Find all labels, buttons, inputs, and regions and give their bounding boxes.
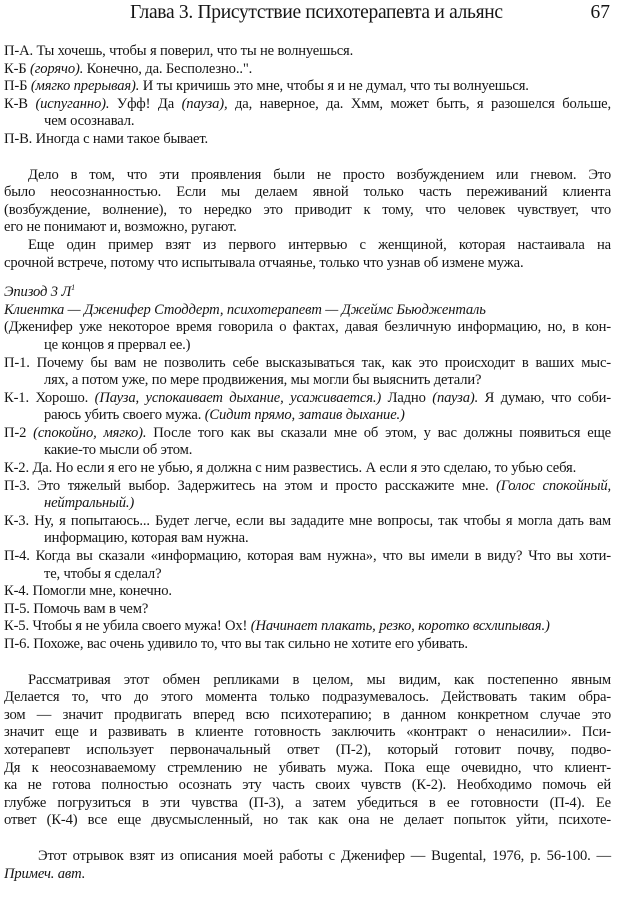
line-text: (возбуждение, волнение), то нередко это приводит к тому, что человек чувствует, что [4,201,611,218]
paragraph-line [4,724,611,742]
paragraph-2 [4,237,611,272]
line-text: Дело в том, что эти проявления были не просто возбуждением или гневом. Это [28,166,611,183]
stage-direction: (пауза), [181,95,228,112]
line-text: Ладно [381,389,433,406]
dialogue-line [4,355,611,373]
line-text: ответ (К-4) все еще двусмысленный, но так как она не делает попыток уйти, психоте- [4,812,611,829]
line-text: К-1. Хорошо. [4,389,95,406]
page-body [4,43,611,883]
line-text: да, наверное, да. Хмм, может быть, я разошелся больше, [227,95,611,112]
line-text: информацию, которая вам нужна. [44,530,249,547]
line-text: зом — значит продвигать вперед всю психотерапию; в данном конкретном случае это [4,706,611,723]
paragraph-line [4,742,611,760]
page-number: 67 [590,2,610,23]
episode-title [4,284,611,302]
chapter-title: Глава 3. Присутствие психотерапевта и альянс [130,2,503,23]
dialogue-line [4,131,611,149]
dialogue-line [4,372,611,390]
line-text: К-4. Помогли мне, конечно. [4,583,172,600]
spacer [4,272,611,284]
dialogue-line [4,583,611,601]
stage-direction: (пауза). [432,389,479,406]
episode [4,284,611,319]
spacer [4,149,611,167]
line-text: П-1. Почему бы вам не позволить себе высказываться так, как это происходит в ваших мыс- [4,354,611,371]
line-text: П-Б [4,78,31,95]
dialogue-line [4,460,611,478]
paragraph-line [4,689,611,707]
stage-direction: (мягко прерывая). [30,78,140,95]
dialogue-line [4,601,611,619]
stage-direction: (Сидит прямо, затаив дыхание.) [204,407,405,424]
paragraph-line [4,760,611,778]
paragraph-line [4,672,611,690]
stage-direction: (спокойно, мягко). [33,424,147,441]
dialogue-line [4,337,611,355]
spacer [4,830,611,848]
episode-title-text: Эпизод 3 Л [4,284,72,301]
line-text: це концов я прервал ее.) [44,336,191,353]
line-text: ка не готова полностью осознать эту часть своих чувств (К-2). Необходимо помочь ей [4,777,611,794]
dialogue-line [4,530,611,548]
line-text: Конечно, да. Бесполезно..". [83,60,253,77]
line-text: К-2. Да. Но если я его не убью, я должна с ним развестись. А если я это сделаю, то убью себя. [4,460,577,477]
dialogue-line [4,636,611,654]
footnote-marker: 1 [71,283,75,293]
paragraph-line [4,777,611,795]
line-text: Еще один пример взят из первого интервью с женщиной, которая настаивала на [28,236,611,253]
line-text: Дя к неосознаваемому стремлению не убивать мужа. Пока еще очевидно, что клиент- [4,759,611,776]
line-text: П-2 [4,424,34,441]
line-text: Уфф! Да [109,95,182,112]
dialogue-line [4,548,611,566]
dialogue-line [4,113,611,131]
line-text: Я думаю, что соби- [478,389,611,406]
stage-direction: Клиентка — Дженифер Стоддерт, психотерапевт — Джеймс Бьюдженталь [4,301,486,318]
line-text: И ты кричишь это мне, чтобы я и не думал, что ты волнуешься. [139,78,529,95]
line-text: П-4. Когда вы сказали «информацию, которая вам нужна», что вы имели в виду? Что вы хоти- [4,548,611,565]
line-text: К-В [4,95,36,112]
footnote-line [4,866,611,884]
dialogue-line [4,43,611,61]
dialogue-b [4,319,611,653]
dialogue-line [4,495,611,513]
dialogue-line [4,61,611,79]
paragraph-line [4,795,611,813]
footnote [4,848,611,883]
stage-direction: (Пауза, успокаивает дыхание, усаживается.) [94,389,382,406]
paragraph-line [4,219,611,237]
line-text: хотерапевт использует первоначальный ответ (П-2), который готовит почву, подво- [4,741,611,758]
paragraph-1 [4,167,611,237]
line-text: П-В. Иногда с нами такое бывает. [4,130,208,147]
dialogue-line [4,442,611,460]
dialogue-line [4,407,611,425]
line-text: срочной встрече, потому что испытывала отчаянье, только что узнав об измене мужа. [4,254,524,271]
line-text: Делается то, что до этого момента только подразумевалось. Действовать таким обра- [4,689,611,706]
participants-line [4,302,611,320]
running-header [0,0,620,30]
line-text: глубже погрузиться в эти чувства (П-3), а затем убедиться в ее готовности (П-4). Ее [4,794,611,811]
footnote-line [4,848,611,866]
stage-direction: (Голос спокойный, [496,477,611,494]
line-text: П-3. Это тяжелый выбор. Задержитесь на этом и просто расскажите мне. [4,477,497,494]
line-text: П-6. Похоже, вас очень удивило то, что вы так сильно не хотите его убивать. [4,636,468,652]
stage-direction: Примеч. авт. [4,865,86,882]
paragraph-line [4,812,611,830]
line-text: После того как вы сказали мне об этом, у вас должны появиться еще [146,424,611,441]
stage-direction: (испуганно). [35,95,110,112]
paragraph-line [4,184,611,202]
line-text: лях, а потом уже, по мере продвижения, мы могли бы выяснить детали? [44,372,482,389]
dialogue-line [4,319,611,337]
line-text: его не понимают и, возможно, ругают. [4,219,237,236]
paragraph-3 [4,672,611,830]
line-text: Рассматривая этот обмен репликами в целом, мы видим, как постепенно явным [28,671,611,688]
paragraph-line [4,167,611,185]
dialogue-line [4,566,611,584]
dialogue-line [4,96,611,114]
dialogue-line [4,618,611,636]
line-text: раюсь убить своего мужа. [44,407,205,424]
line-text: К-3. Ну, я попытаюсь... Будет легче, если вы зададите мне вопросы, так чтобы я могла дать вам [4,512,611,529]
line-text: было неосознанностью. Если мы делаем явной только часть переживаний клиента [4,184,611,201]
dialogue-line [4,478,611,496]
dialogue-line [4,513,611,531]
line-text: те, чтобы я сделал? [44,565,162,582]
paragraph-line [4,202,611,220]
paragraph-line [4,255,611,273]
line-text: какие-то мысли об этом. [44,442,193,459]
stage-direction: (Начинает плакать, резко, коротко всхлипывая.) [250,618,550,635]
line-text: (Дженифер уже некоторое время говорила о фактах, давая безличную информацию, но, в кон- [4,319,611,336]
line-text: П-А. Ты хочешь, чтобы я поверил, что ты не волнуешься. [4,43,354,59]
paragraph-line [4,707,611,725]
paragraph-line [4,237,611,255]
line-text: Этот отрывок взят из описания моей работы с Дженифер — Bugental, 1976, p. 56-100. — [38,847,611,864]
stage-direction: (горячо). [30,60,84,77]
dialogue-line [4,425,611,443]
line-text: К-Б [4,60,31,77]
dialogue-line [4,390,611,408]
line-text: значит еще и развивать в клиенте готовность заключить «контракт о ненасилии». Пси- [4,724,611,741]
dialogue-line [4,78,611,96]
line-text: П-5. Помочь вам в чем? [4,600,149,617]
dialogue-a [4,43,611,149]
line-text: К-5. Чтобы я не убила своего мужа! Ох! [4,618,251,635]
stage-direction: нейтральный.) [44,495,135,512]
line-text: чем осознавал. [44,113,135,130]
spacer [4,654,611,672]
